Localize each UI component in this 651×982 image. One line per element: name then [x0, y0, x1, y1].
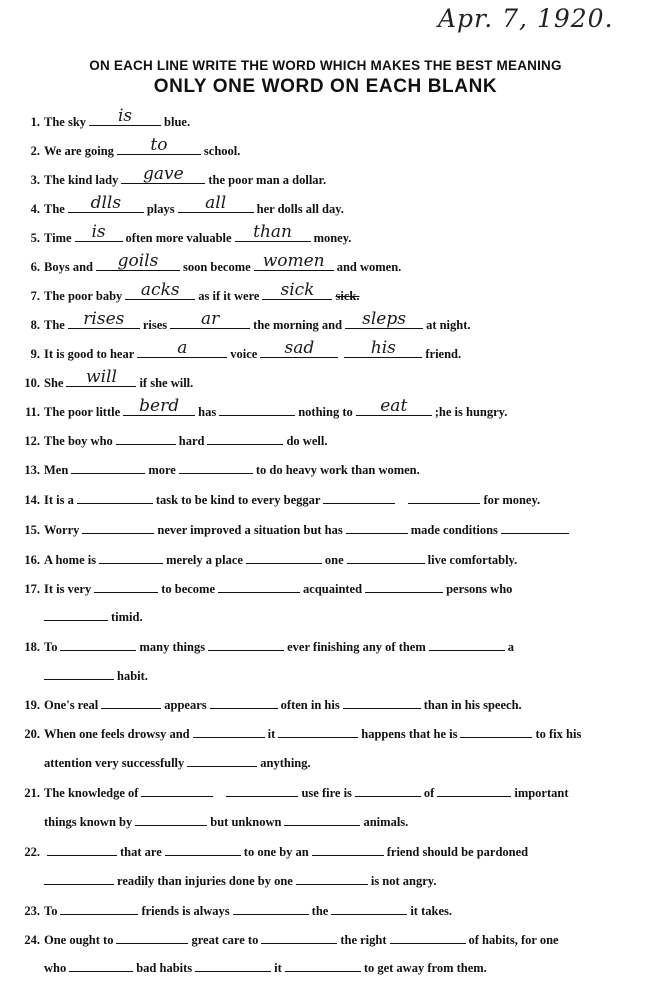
item-text: sick. — [335, 289, 360, 303]
answer-blank[interactable] — [344, 338, 422, 358]
answer-blank[interactable] — [261, 929, 337, 944]
answer-blank[interactable] — [66, 367, 136, 387]
answer-blank[interactable] — [390, 929, 466, 944]
item-text: do well. — [286, 434, 328, 448]
handwritten-answer: a — [177, 338, 188, 358]
item-text: ;he is hungry. — [434, 405, 508, 419]
answer-blank[interactable] — [135, 811, 207, 826]
item-8 — [14, 311, 642, 339]
answer-blank[interactable] — [195, 957, 271, 972]
answer-blank[interactable] — [254, 251, 334, 271]
answer-blank[interactable] — [233, 900, 309, 915]
item-16 — [14, 546, 642, 574]
item-text: readily than injuries done by one — [117, 874, 293, 888]
item-text: to one by an — [243, 845, 309, 859]
item-text: important — [514, 786, 569, 800]
item-text: the poor man a dollar. — [208, 173, 327, 187]
item-number: 12. — [24, 434, 40, 448]
instructions-heading: ON EACH LINE WRITE THE WORD WHICH MAKES THE BEST MEANING — [89, 58, 562, 73]
answer-blank[interactable] — [193, 723, 265, 738]
answer-blank[interactable] — [347, 549, 425, 564]
item-text: it — [274, 961, 282, 975]
answer-blank[interactable] — [262, 280, 332, 300]
item-text: The knowledge of — [44, 786, 139, 800]
item-text: habit. — [117, 669, 148, 683]
handwritten-answer: eat — [380, 396, 408, 416]
item-text: To — [44, 640, 58, 654]
answer-blank[interactable] — [345, 309, 423, 329]
answer-blank[interactable] — [141, 782, 213, 797]
answer-blank[interactable] — [82, 519, 154, 534]
handwritten-answer: sick — [280, 280, 315, 300]
item-24 — [14, 926, 642, 954]
handwritten-answer: is — [117, 106, 133, 126]
item-text: to do heavy work than women. — [255, 463, 420, 477]
item-text: never improved a situation but has — [157, 523, 343, 537]
item-18-continuation — [44, 662, 148, 690]
item-number: 20. — [24, 727, 40, 741]
item-9 — [14, 340, 642, 368]
answer-blank[interactable] — [89, 106, 161, 126]
answer-blank[interactable] — [71, 459, 145, 474]
item-15 — [14, 516, 642, 544]
handwritten-answer: ar — [201, 309, 220, 329]
handwritten-answer: rises — [83, 309, 125, 329]
handwritten-answer: acks — [140, 280, 180, 300]
answer-blank[interactable] — [125, 280, 195, 300]
item-text: than in his speech. — [423, 698, 522, 712]
answer-blank[interactable] — [501, 519, 569, 534]
answer-blank[interactable] — [99, 549, 163, 564]
item-20-continuation — [44, 749, 311, 777]
answer-blank[interactable] — [278, 723, 358, 738]
answer-blank[interactable] — [47, 841, 117, 856]
item-number: 2. — [30, 144, 40, 158]
answer-blank[interactable] — [346, 519, 408, 534]
answer-blank[interactable] — [170, 309, 250, 329]
item-number: 1. — [30, 115, 40, 129]
item-20 — [14, 720, 642, 748]
item-text: Men — [44, 463, 69, 477]
item-text: the morning and — [253, 318, 343, 332]
answer-blank[interactable] — [219, 401, 295, 416]
item-text: Time — [44, 231, 72, 245]
item-18 — [14, 633, 642, 661]
answer-blank[interactable] — [101, 694, 161, 709]
answer-blank[interactable] — [68, 193, 144, 213]
answer-blank[interactable] — [429, 636, 505, 651]
item-text: of — [423, 786, 435, 800]
answer-blank[interactable] — [246, 549, 322, 564]
item-text: live comfortably. — [427, 553, 518, 567]
item-text: money. — [313, 231, 352, 245]
handwritten-answer: will — [86, 367, 117, 387]
item-number: 13. — [24, 463, 40, 477]
answer-blank[interactable] — [356, 396, 432, 416]
item-text: school. — [203, 144, 241, 158]
item-text: One's real — [44, 698, 99, 712]
item-text: to get away from them. — [363, 961, 487, 975]
answer-blank[interactable] — [121, 164, 205, 184]
item-number: 5. — [30, 231, 40, 245]
item-22 — [14, 838, 642, 866]
answer-blank[interactable] — [187, 752, 257, 767]
item-text: animals. — [363, 815, 409, 829]
answer-blank[interactable] — [331, 900, 407, 915]
item-text: To — [44, 904, 58, 918]
answer-blank[interactable] — [44, 606, 108, 621]
item-number: 19. — [24, 698, 40, 712]
item-text: The kind lady — [44, 173, 119, 187]
handwritten-date: Apr. 7, 1920. — [438, 4, 614, 33]
item-text: is not angry. — [370, 874, 437, 888]
answer-blank[interactable] — [94, 578, 158, 593]
item-13 — [14, 456, 642, 484]
handwritten-answer: his — [370, 338, 396, 358]
answer-blank[interactable] — [117, 135, 201, 155]
answer-blank[interactable] — [312, 841, 384, 856]
answer-blank[interactable] — [408, 489, 480, 504]
item-21-continuation — [44, 808, 408, 836]
answer-blank[interactable] — [60, 636, 136, 651]
item-24-continuation — [44, 954, 487, 982]
item-text: happens that he is — [361, 727, 458, 741]
item-number: 18. — [24, 640, 40, 654]
item-text: for money. — [483, 493, 541, 507]
item-number: 11. — [25, 405, 40, 419]
handwritten-answer: is — [91, 222, 106, 242]
item-text: She — [44, 376, 64, 390]
item-text: use fire is — [301, 786, 352, 800]
answer-blank[interactable] — [285, 957, 361, 972]
answer-blank[interactable] — [77, 489, 153, 504]
answer-blank[interactable] — [460, 723, 532, 738]
item-4 — [14, 195, 642, 223]
answer-blank[interactable] — [296, 870, 368, 885]
item-number: 9. — [30, 347, 40, 361]
answer-blank[interactable] — [69, 957, 133, 972]
item-text: to fix his — [535, 727, 582, 741]
item-number: 17. — [24, 582, 40, 596]
answer-blank[interactable] — [96, 251, 180, 271]
item-text: that are — [120, 845, 162, 859]
item-text: soon become — [182, 260, 251, 274]
item-text: timid. — [111, 610, 143, 624]
item-text: made conditions — [410, 523, 498, 537]
answer-blank[interactable] — [235, 222, 311, 242]
answer-blank[interactable] — [75, 222, 123, 242]
item-number: 14. — [24, 493, 40, 507]
answer-blank[interactable] — [178, 193, 254, 213]
handwritten-answer: berd — [139, 396, 180, 416]
item-text: rises — [142, 318, 168, 332]
item-12 — [14, 427, 642, 455]
item-text: Boys and — [44, 260, 93, 274]
handwritten-answer: all — [205, 193, 227, 213]
item-text: plays — [146, 202, 175, 216]
answer-blank[interactable] — [437, 782, 511, 797]
answer-blank[interactable] — [284, 811, 360, 826]
item-text: The — [44, 202, 65, 216]
item-text: One ought to — [44, 933, 114, 947]
handwritten-answer: sad — [284, 338, 315, 358]
item-text: When one feels drowsy and — [44, 727, 190, 741]
item-text: friend should be pardoned — [386, 845, 529, 859]
answer-blank[interactable] — [260, 338, 338, 358]
item-text: has — [198, 405, 217, 419]
item-text: The poor little — [44, 405, 121, 419]
item-text: more — [148, 463, 176, 477]
item-text: friends is always — [141, 904, 230, 918]
item-23 — [14, 897, 642, 925]
item-text: voice — [230, 347, 258, 361]
item-text: Worry — [44, 523, 80, 537]
item-11 — [14, 398, 642, 426]
item-14 — [14, 486, 642, 514]
answer-blank[interactable] — [210, 694, 278, 709]
item-text: the right — [340, 933, 387, 947]
handwritten-answer: dlls — [90, 193, 122, 213]
item-1 — [14, 108, 642, 136]
item-text: many things — [139, 640, 206, 654]
item-text: The — [44, 318, 65, 332]
item-text: It is good to hear — [44, 347, 135, 361]
answer-blank[interactable] — [355, 782, 421, 797]
answer-blank[interactable] — [165, 841, 241, 856]
answer-blank[interactable] — [208, 636, 284, 651]
item-number: 6. — [30, 260, 40, 274]
item-text: attention very successfully — [44, 756, 185, 770]
answer-blank[interactable] — [343, 694, 421, 709]
item-number: 21. — [24, 786, 40, 800]
answer-blank[interactable] — [123, 396, 195, 416]
item-text: acquainted — [303, 582, 363, 596]
handwritten-answer: sleps — [362, 309, 406, 329]
item-17-continuation — [44, 603, 143, 631]
item-number: 3. — [30, 173, 40, 187]
item-text: often more valuable — [125, 231, 232, 245]
item-2 — [14, 137, 642, 165]
item-text: persons who — [446, 582, 513, 596]
item-text: who — [44, 961, 67, 975]
item-number: 4. — [30, 202, 40, 216]
item-text: her dolls all day. — [256, 202, 344, 216]
item-text: anything. — [260, 756, 311, 770]
item-text: it takes. — [410, 904, 452, 918]
answer-blank[interactable] — [207, 430, 283, 445]
item-text: It is a — [44, 493, 74, 507]
item-number: 23. — [24, 904, 40, 918]
item-text: but unknown — [210, 815, 282, 829]
answer-blank[interactable] — [60, 900, 138, 915]
item-text: one — [324, 553, 344, 567]
answer-blank[interactable] — [68, 309, 140, 329]
item-number: 7. — [30, 289, 40, 303]
answer-blank[interactable] — [137, 338, 227, 358]
item-text: great care to — [191, 933, 259, 947]
item-text: We are going — [44, 144, 114, 158]
handwritten-answer: gave — [143, 164, 184, 184]
item-number: 15. — [24, 523, 40, 537]
item-text: nothing to — [298, 405, 353, 419]
item-number: 22. — [24, 845, 40, 859]
handwritten-answer: to — [150, 135, 168, 155]
item-text: ever finishing any of them — [287, 640, 426, 654]
item-text: The sky — [44, 115, 87, 129]
item-text: The boy who — [44, 434, 113, 448]
item-text: and women. — [336, 260, 402, 274]
item-text: if she will. — [139, 376, 194, 390]
item-text: bad habits — [136, 961, 193, 975]
item-text: it — [267, 727, 276, 741]
item-text: of habits, for one — [468, 933, 559, 947]
instructions-subheading: ONLY ONE WORD ON EACH BLANK — [153, 76, 498, 97]
item-3 — [14, 166, 642, 194]
item-text: as if it were — [198, 289, 260, 303]
item-7 — [14, 282, 642, 310]
answer-blank[interactable] — [44, 665, 114, 680]
item-text: hard — [178, 434, 205, 448]
item-text: the — [311, 904, 329, 918]
item-21 — [14, 779, 642, 807]
handwritten-answer: than — [253, 222, 292, 242]
item-text: things known by — [44, 815, 133, 829]
item-10 — [14, 369, 642, 397]
item-text: friend. — [425, 347, 462, 361]
handwritten-answer: women — [262, 251, 325, 271]
answer-blank[interactable] — [323, 489, 395, 504]
item-text: task to be kind to every beggar — [155, 493, 321, 507]
item-6 — [14, 253, 642, 281]
item-text: merely a place — [166, 553, 243, 567]
item-number: 16. — [24, 553, 40, 567]
item-number: 8. — [30, 318, 40, 332]
item-number: 10. — [24, 376, 40, 390]
item-text: The poor baby — [44, 289, 123, 303]
item-text: at night. — [426, 318, 471, 332]
item-22-continuation — [44, 867, 436, 895]
answer-blank[interactable] — [226, 782, 298, 797]
item-text: It is very — [44, 582, 92, 596]
answer-blank[interactable] — [218, 578, 300, 593]
answer-blank[interactable] — [179, 459, 253, 474]
item-text: often in his — [280, 698, 340, 712]
answer-blank[interactable] — [44, 870, 114, 885]
handwritten-answer: goils — [117, 251, 159, 271]
item-text: appears — [164, 698, 207, 712]
item-17 — [14, 575, 642, 603]
item-text: A home is — [44, 553, 97, 567]
item-text: to become — [161, 582, 216, 596]
item-text: blue. — [164, 115, 191, 129]
answer-blank[interactable] — [116, 430, 176, 445]
item-5 — [14, 224, 642, 252]
item-number: 24. — [24, 933, 40, 947]
answer-blank[interactable] — [116, 929, 188, 944]
item-19 — [14, 691, 642, 719]
item-text: a — [507, 640, 515, 654]
answer-blank[interactable] — [365, 578, 443, 593]
